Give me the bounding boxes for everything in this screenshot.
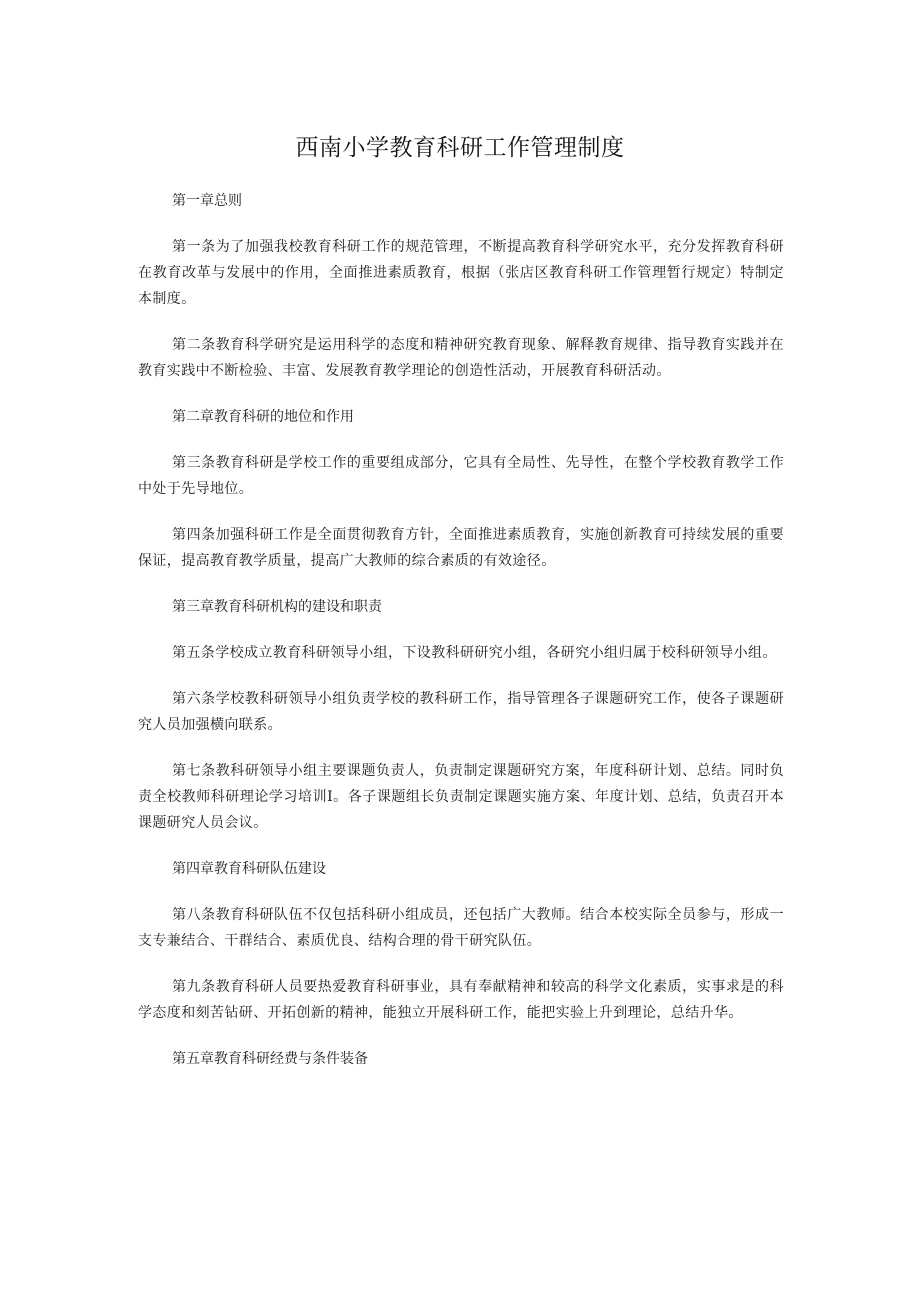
chapter-heading: 第一章总则 [172, 193, 242, 209]
chapter-heading: 第二章教育科研的地位和作用 [172, 409, 354, 425]
document-body [138, 188, 784, 1092]
chapter-heading: 第四章教育科研队伍建设 [172, 861, 326, 877]
article-paragraph: 第七条教科研领导小组主要课题负责人，负责制定课题研究方案，年度科研计划、总结。同时负责全校教师科研理论学习培训Ⅰ。各子课题组长负责制定课题实施方案、年度计划、总结，负责召开本课题研究人员会议。 [138, 763, 784, 831]
article-paragraph: 第九条教育科研人员要热爱教育科研事业，具有奉献精神和较高的科学文化素质，实事求是的科学态度和刻苦钻研、开拓创新的精神，能独立开展科研工作，能把实验上升到理论，总结升华。 [138, 979, 784, 1021]
article-paragraph: 第二条教育科学研究是运用科学的态度和精神研究教育现象、解释教育规律、指导教育实践并在教育实践中不断检验、丰富、发展教育教学理论的创造性活动，开展教育科研活动。 [138, 337, 784, 379]
article-paragraph: 第一条为了加强我校教育科研工作的规范管理，不断提高教育科学研究水平，充分发挥教育科研在教育改革与发展中的作用，全面推进素质教育，根据（张店区教育科研工作管理暂行规定）特制定本制度。 [138, 239, 784, 307]
article-paragraph: 第四条加强科研工作是全面贯彻教育方针，全面推进素质教育，实施创新教育可持续发展的重要保证，提高教育教学质量，提高广大教师的综合素质的有效途径。 [138, 527, 784, 569]
article-paragraph: 第八条教育科研队伍不仅包括科研小组成员，还包括广大教师。结合本校实际全员参与，形成一支专兼结合、干群结合、素质优良、结构合理的骨干研究队伍。 [138, 907, 784, 949]
article-paragraph: 第六条学校教科研领导小组负责学校的教科研工作，指导管理各子课题研究工作，使各子课题研究人员加强横向联系。 [138, 691, 784, 733]
document-title: 西南小学教育科研工作管理制度 [295, 135, 625, 161]
article-paragraph: 第五条学校成立教育科研领导小组，下设教科研研究小组，各研究小组归属于校科研领导小组。 [172, 645, 777, 661]
chapter-heading: 第五章教育科研经费与条件装备 [172, 1051, 368, 1067]
article-paragraph: 第三条教育科研是学校工作的重要组成部分，它具有全局性、先导性，在整个学校教育教学工作中处于先导地位。 [138, 455, 784, 497]
chapter-heading: 第三章教育科研机构的建设和职责 [172, 599, 382, 615]
